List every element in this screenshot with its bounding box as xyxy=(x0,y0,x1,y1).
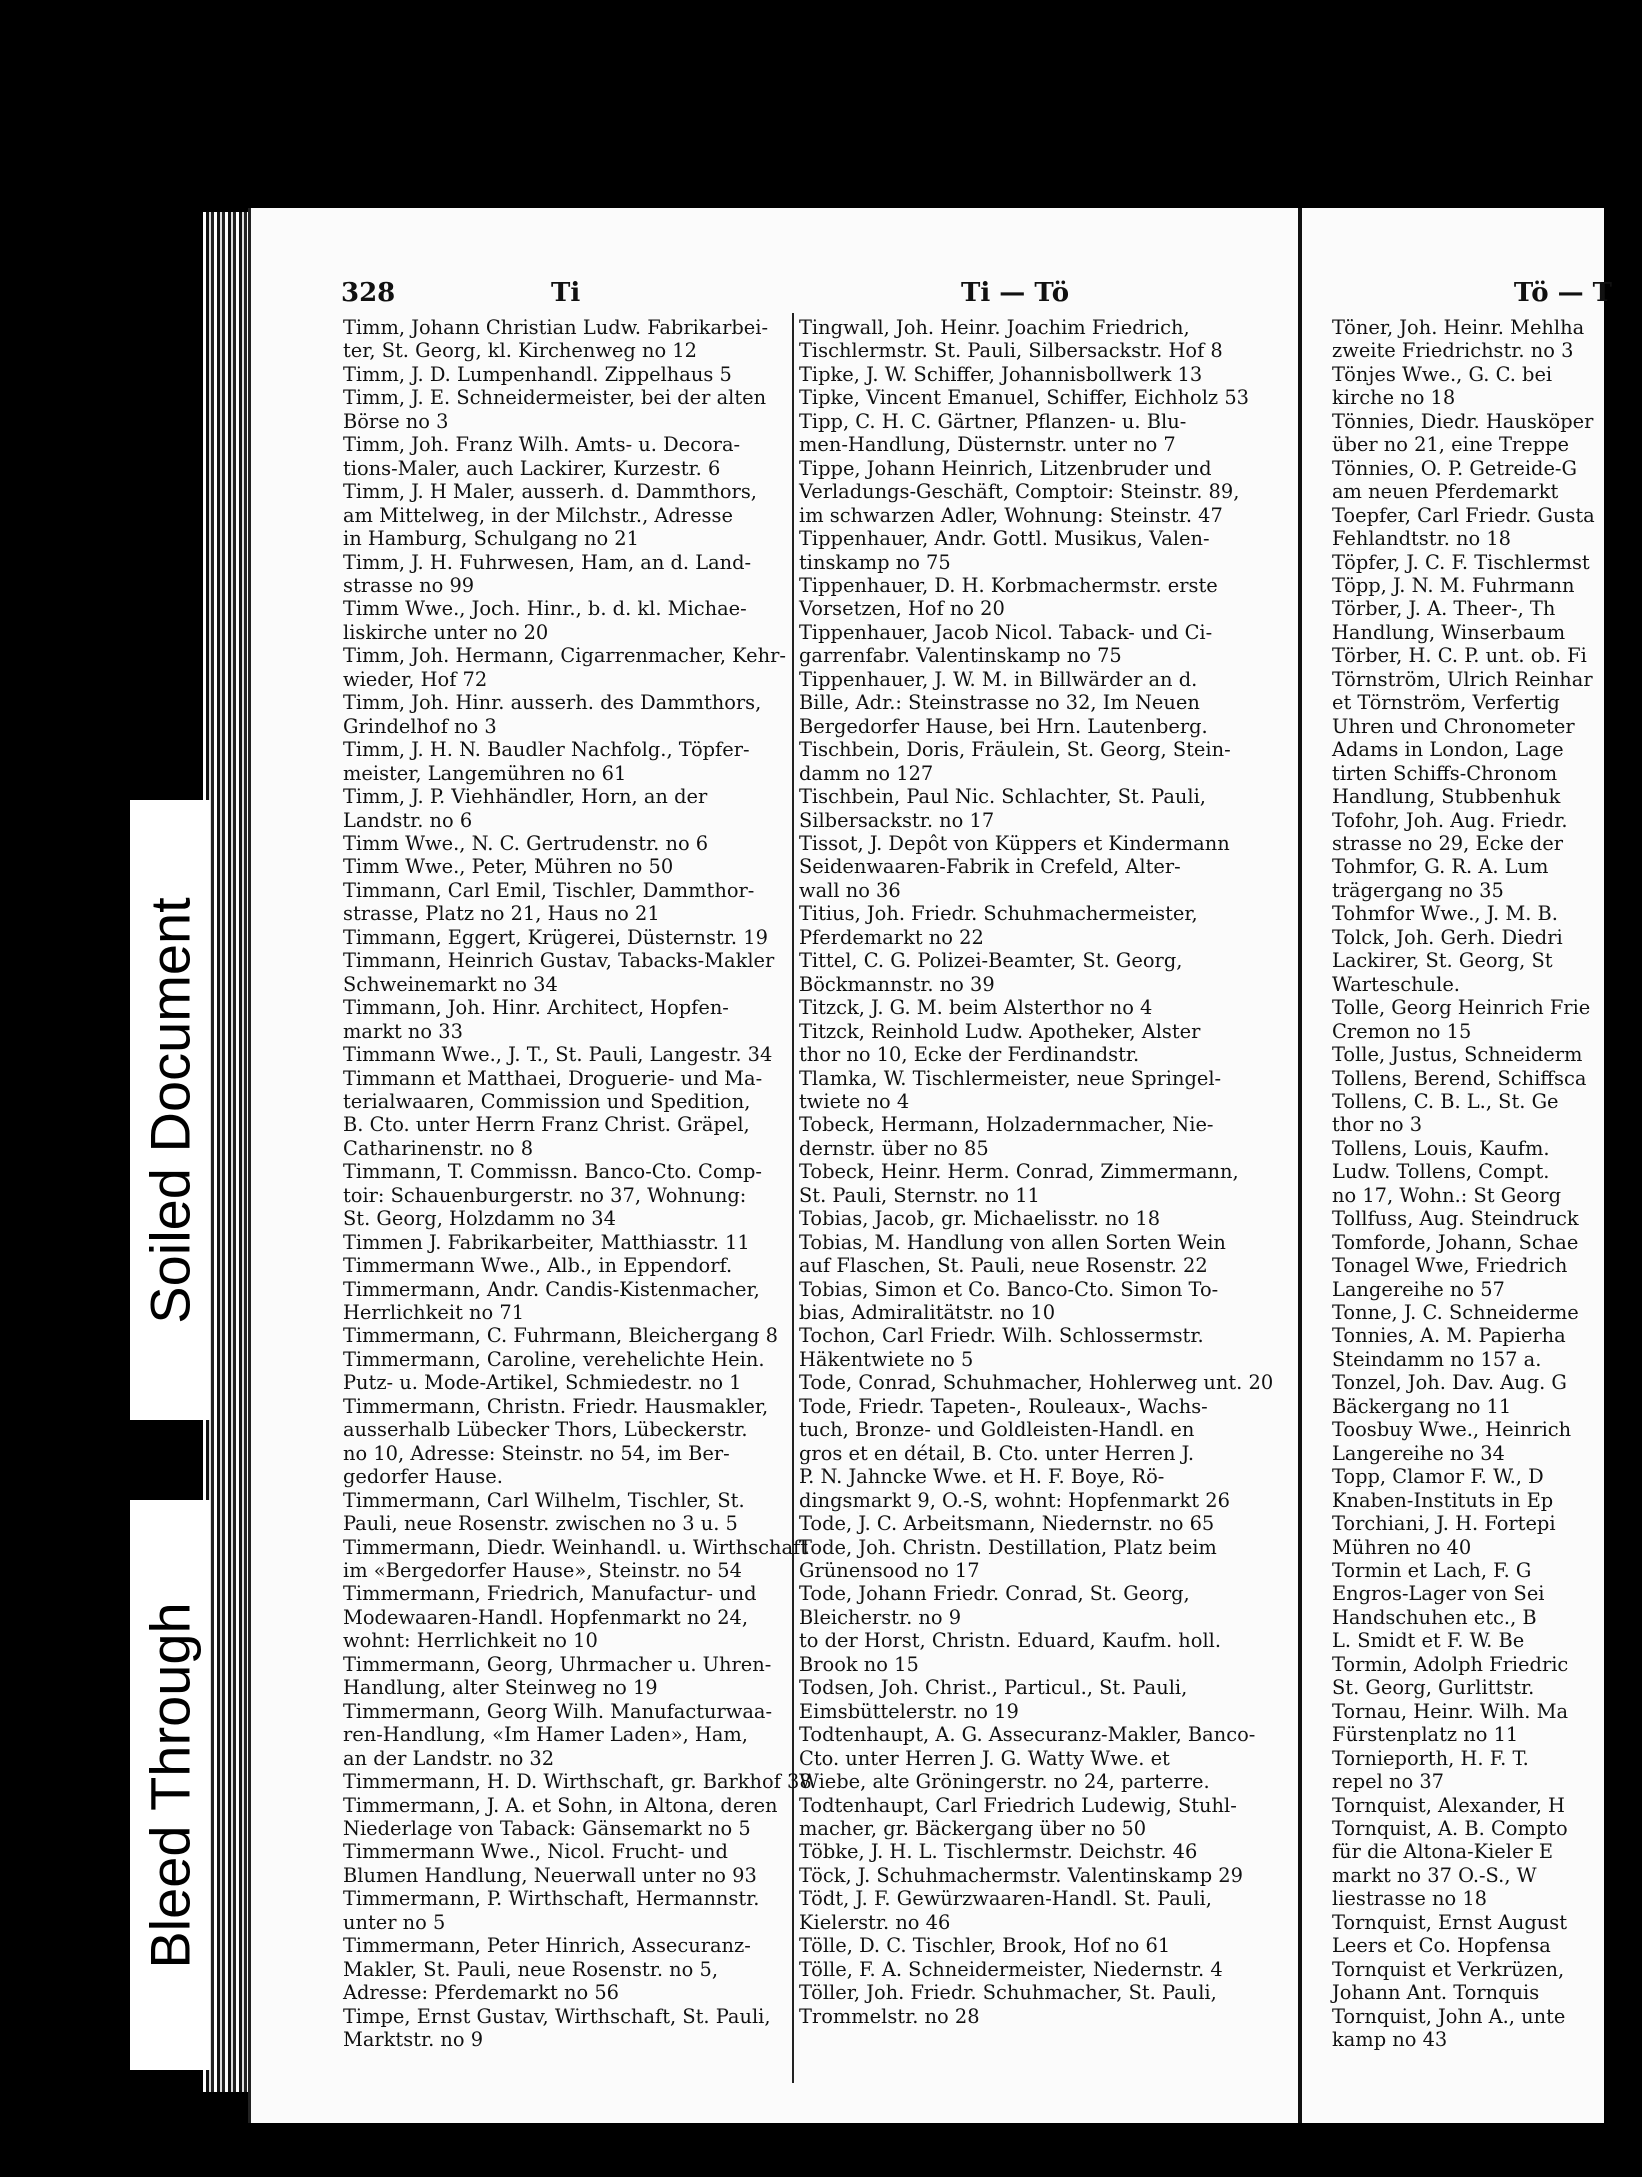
directory-line: Timmann, Joh. Hinr. Architect, Hopfen- xyxy=(343,996,729,1020)
directory-line: Tormin et Lach, F. G xyxy=(1332,1559,1532,1583)
directory-line: Handschuhen etc., B xyxy=(1332,1605,1537,1629)
directory-line: Tornquist, Ernst August xyxy=(1332,1910,1567,1934)
soiled-document-label xyxy=(130,800,210,1420)
directory-line: Blumen Handlung, Neuerwall unter no 93 xyxy=(343,1863,757,1887)
directory-line: Timmermann, Friedrich, Manufactur- und xyxy=(343,1582,757,1606)
directory-line: Mühren no 40 xyxy=(1332,1535,1472,1559)
directory-line: Timmermann, Andr. Candis-Kistenmacher, xyxy=(343,1277,760,1301)
directory-line: B. Cto. unter Herrn Franz Christ. Gräpel, xyxy=(343,1113,750,1137)
book-edge xyxy=(203,212,251,2092)
directory-line: Timm Wwe., Peter, Mühren no 50 xyxy=(343,855,674,879)
directory-line: gedorfer Hause. xyxy=(343,1465,503,1489)
directory-line: im «Bergedorfer Hause», Steinstr. no 54 xyxy=(343,1559,742,1583)
directory-line: Tittel, C. G. Polizei-Beamter, St. Georg, xyxy=(799,949,1183,973)
directory-line: Tohmfor Wwe., J. M. B. xyxy=(1332,902,1558,926)
directory-line: Putz- u. Mode-Artikel, Schmiedestr. no 1 xyxy=(343,1371,742,1395)
directory-line: Tippe, Johann Heinrich, Litzenbruder und xyxy=(799,456,1212,480)
directory-line: Makler, St. Pauli, neue Rosenstr. no 5, xyxy=(343,1957,718,1981)
directory-line: Grindelhof no 3 xyxy=(343,714,497,738)
directory-line: Börse no 3 xyxy=(343,409,449,433)
directory-line: kirche no 18 xyxy=(1332,386,1456,410)
directory-line: St. Pauli, Sternstr. no 11 xyxy=(799,1183,1040,1207)
directory-line: Catharinenstr. no 8 xyxy=(343,1136,534,1160)
directory-line: Herrlichkeit no 71 xyxy=(343,1301,525,1325)
directory-line: Tippenhauer, J. W. M. in Billwärder an d. xyxy=(799,667,1198,691)
directory-line: Todtenhaupt, A. G. Assecuranz-Makler, Banco- xyxy=(799,1723,1256,1747)
directory-line: Bergedorfer Hause, bei Hrn. Lautenberg. xyxy=(799,714,1208,738)
directory-line: wohnt: Herrlichkeit no 10 xyxy=(343,1629,598,1653)
next-page-running-head: Tö — T xyxy=(1513,278,1612,308)
directory-line: thor no 3 xyxy=(1332,1113,1423,1137)
directory-line: Timmermann, Caroline, verehelichte Hein. xyxy=(343,1347,765,1371)
directory-line: liestrasse no 18 xyxy=(1332,1887,1487,1911)
directory-line: Tödt, J. F. Gewürzwaaren-Handl. St. Pauli, xyxy=(799,1887,1212,1911)
directory-line: Tollens, Louis, Kaufm. xyxy=(1332,1136,1550,1160)
directory-line: Grünensood no 17 xyxy=(799,1559,980,1583)
directory-line: garrenfabr. Valentinskamp no 75 xyxy=(799,644,1122,668)
directory-line: Timmermann, Georg, Uhrmacher u. Uhren- xyxy=(343,1652,772,1676)
directory-line: Timmann Wwe., J. T., St. Pauli, Langestr. 34 xyxy=(343,1043,773,1067)
directory-line: meister, Langemühren no 61 xyxy=(343,761,627,785)
directory-line: Tormin, Adolph Friedric xyxy=(1332,1652,1569,1676)
directory-line: no 17, Wohn.: St Georg xyxy=(1332,1183,1562,1207)
directory-line: Tölle, F. A. Schneidermeister, Niedernstr. 4 xyxy=(799,1957,1223,1981)
directory-line: über no 21, eine Treppe xyxy=(1332,433,1569,457)
directory-line: Eimsbüttelerstr. no 19 xyxy=(799,1699,1019,1723)
directory-line: Törber, J. A. Theer-, Th xyxy=(1332,597,1556,621)
directory-line: Tobeck, Hermann, Holzadernmacher, Nie- xyxy=(799,1113,1214,1137)
directory-line: am Mittelweg, in der Milchstr., Adresse xyxy=(343,503,733,527)
directory-line: Tode, J. C. Arbeitsmann, Niedernstr. no 65 xyxy=(799,1512,1215,1536)
directory-line: Timm, J. H Maler, ausserh. d. Dammthors, xyxy=(343,480,757,504)
directory-line: Tischbein, Paul Nic. Schlachter, St. Pauli, xyxy=(799,785,1206,809)
directory-line: gros et en détail, B. Cto. unter Herren J. xyxy=(799,1441,1195,1465)
directory-line: Tobias, M. Handlung von allen Sorten Wein xyxy=(799,1230,1226,1254)
directory-line: Topp, Clamor F. W., D xyxy=(1332,1465,1544,1489)
directory-line: P. N. Jahncke Wwe. et H. F. Boye, Rö- xyxy=(799,1465,1165,1489)
directory-line: Tonagel Wwe, Friedrich xyxy=(1332,1254,1568,1278)
directory-line: Warteschule. xyxy=(1332,972,1460,996)
directory-line: dingsmarkt 9, O.-S, wohnt: Hopfenmarkt 26 xyxy=(799,1488,1230,1512)
directory-line: Tode, Johann Friedr. Conrad, St. Georg, xyxy=(799,1582,1190,1606)
directory-line: Timmermann, Georg Wilh. Manufacturwaa- xyxy=(343,1699,773,1723)
directory-line: Tollens, Berend, Schiffsca xyxy=(1332,1066,1587,1090)
directory-line: tions-Maler, auch Lackirer, Kurzestr. 6 xyxy=(343,456,721,480)
directory-line: no 10, Adresse: Steinstr. no 54, im Ber- xyxy=(343,1441,730,1465)
directory-line: macher, gr. Bäckergang über no 50 xyxy=(799,1817,1147,1840)
directory-line: Timm, J. D. Lumpenhandl. Zippelhaus 5 xyxy=(343,362,732,386)
directory-line: Adams in London, Lage xyxy=(1332,738,1564,762)
directory-line: im schwarzen Adler, Wohnung: Steinstr. 47 xyxy=(799,503,1223,527)
right-column xyxy=(1332,316,1642,2052)
directory-line: Tlamka, W. Tischlermeister, neue Springel- xyxy=(799,1066,1222,1090)
directory-line: strasse no 29, Ecke der xyxy=(1332,831,1564,855)
running-head-left: Ti xyxy=(551,278,581,308)
directory-line: repel no 37 xyxy=(1332,1770,1444,1794)
directory-line: Timm, Joh. Franz Wilh. Amts- u. Decora- xyxy=(343,433,741,457)
directory-line: tirten Schiffs-Chronom xyxy=(1332,761,1558,785)
directory-line: Wiebe, alte Gröningerstr. no 24, parterre. xyxy=(799,1770,1210,1794)
directory-line: Tornau, Heinr. Wilh. Ma xyxy=(1332,1699,1568,1723)
directory-line: Töck, J. Schuhmachermstr. Valentinskamp 29 xyxy=(799,1863,1243,1887)
directory-line: Töller, Joh. Friedr. Schuhmacher, St. Pauli, xyxy=(799,1981,1217,2005)
directory-line: Tölle, D. C. Tischler, Brook, Hof no 61 xyxy=(799,1934,1171,1958)
directory-line: kamp no 43 xyxy=(1332,2028,1448,2052)
directory-line: Cremon no 15 xyxy=(1332,1019,1472,1043)
directory-line: Verladungs-Geschäft, Comptoir: Steinstr. 89, xyxy=(799,480,1240,504)
directory-line: Tobias, Simon et Co. Banco-Cto. Simon To- xyxy=(799,1277,1219,1301)
directory-line: Toepfer, Carl Friedr. Gusta xyxy=(1332,503,1595,527)
directory-line: Tornquist et Verkrüzen, xyxy=(1332,1957,1565,1981)
running-head-right: Ti — Tö xyxy=(961,278,1070,308)
directory-line: Tippenhauer, Jacob Nicol. Taback- und Ci- xyxy=(799,620,1213,644)
directory-line: Timmermann, C. Fuhrmann, Bleichergang 8 xyxy=(343,1324,778,1348)
directory-line: Vorsetzen, Hof no 20 xyxy=(799,597,1005,621)
directory-line: Handlung, alter Steinweg no 19 xyxy=(343,1676,658,1700)
bleed-through-text: Bleed Through xyxy=(138,1601,202,1969)
directory-line: Töpfer, J. C. F. Tischlermst xyxy=(1332,550,1590,574)
directory-line: toir: Schauenburgerstr. no 37, Wohnung: xyxy=(343,1183,747,1207)
directory-line: Timpe, Ernst Gustav, Wirthschaft, St. Pauli, xyxy=(343,2004,771,2028)
directory-line: Bäckergang no 11 xyxy=(1332,1394,1512,1418)
directory-line: Pferdemarkt no 22 xyxy=(799,925,984,949)
left-page xyxy=(248,208,1317,2123)
directory-line: Timm, J. H. N. Baudler Nachfolg., Töpfer- xyxy=(343,738,750,762)
directory-line: Niederlage von Taback: Gänsemarkt no 5 xyxy=(343,1817,751,1840)
directory-line: Timm, Johann Christian Ludw. Fabrikarbei- xyxy=(343,316,769,339)
directory-line: Knaben-Instituts in Ep xyxy=(1332,1488,1554,1512)
directory-line: L. Smidt et F. W. Be xyxy=(1332,1629,1525,1653)
directory-line: Leers et Co. Hopfensa xyxy=(1332,1934,1551,1958)
directory-line: Timmen J. Fabrikarbeiter, Matthiasstr. 11 xyxy=(343,1230,750,1254)
directory-line: wieder, Hof 72 xyxy=(343,667,488,691)
directory-line: Lackirer, St. Georg, St xyxy=(1332,949,1553,973)
directory-line: dernstr. über no 85 xyxy=(799,1136,989,1160)
directory-line: Tochon, Carl Friedr. Wilh. Schlossermstr. xyxy=(799,1324,1204,1348)
page-number: 328 xyxy=(341,278,396,308)
directory-line: Tonne, J. C. Schneiderme xyxy=(1332,1301,1579,1325)
directory-line: Timm, J. E. Schneidermeister, bei der alten xyxy=(343,386,767,410)
directory-line: Tingwall, Joh. Heinr. Joachim Friedrich, xyxy=(799,316,1190,339)
soiled-document-text: Soiled Document xyxy=(138,896,202,1324)
directory-line: Trommelstr. no 28 xyxy=(799,2004,980,2028)
directory-line: thor no 10, Ecke der Ferdinandstr. xyxy=(799,1043,1140,1067)
bleed-through-label xyxy=(130,1500,210,2070)
directory-line: Timm, J. P. Viehhändler, Horn, an der xyxy=(343,785,708,809)
directory-line: Timm, Joh. Hermann, Cigarrenmacher, Kehr- xyxy=(343,644,786,668)
directory-line: Tollens, C. B. L., St. Ge xyxy=(1332,1089,1559,1113)
directory-line: Timmermann, J. A. et Sohn, in Altona, deren xyxy=(343,1793,778,1817)
directory-line: Tönnies, O. P. Getreide-G xyxy=(1332,456,1577,480)
directory-line: Timmermann, H. D. Wirthschaft, gr. Barkhof 38 xyxy=(343,1770,812,1794)
directory-line: Tode, Friedr. Tapeten-, Rouleaux-, Wachs- xyxy=(799,1394,1208,1418)
directory-line: damm no 127 xyxy=(799,761,934,785)
directory-line: bias, Admiralitätstr. no 10 xyxy=(799,1301,1056,1325)
directory-line: Tobias, Jacob, gr. Michaelisstr. no 18 xyxy=(799,1207,1161,1231)
directory-line: wall no 36 xyxy=(799,878,901,902)
directory-line: Timmann, Eggert, Krügerei, Düsternstr. 19 xyxy=(343,925,768,949)
directory-line: für die Altona-Kieler E xyxy=(1332,1840,1554,1864)
directory-line: am neuen Pferdemarkt xyxy=(1332,480,1559,504)
directory-line: Tippenhauer, D. H. Korbmachermstr. erste xyxy=(799,573,1218,597)
directory-line: Titzck, Reinhold Ludw. Apotheker, Alster xyxy=(799,1019,1201,1043)
directory-line: Timm, Joh. Hinr. ausserh. des Dammthors, xyxy=(343,691,762,715)
directory-line: strasse no 99 xyxy=(343,573,475,597)
directory-line: in Hamburg, Schulgang no 21 xyxy=(343,527,639,551)
directory-line: Tippenhauer, Andr. Gottl. Musikus, Valen- xyxy=(799,527,1210,551)
directory-line: Timmann, Carl Emil, Tischler, Dammthor- xyxy=(343,878,755,902)
directory-line: Seidenwaaren-Fabrik in Crefeld, Alter- xyxy=(799,855,1181,879)
directory-line: Toosbuy Wwe., Heinrich xyxy=(1332,1418,1572,1442)
directory-line: Timmann et Matthaei, Droguerie- und Ma- xyxy=(343,1066,763,1090)
directory-line: Timmermann, Peter Hinrich, Assecuranz- xyxy=(343,1934,751,1958)
directory-line: Töbke, J. H. L. Tischlermstr. Deichstr. 46 xyxy=(799,1840,1198,1864)
directory-line: Tornquist, A. B. Compto xyxy=(1332,1817,1568,1840)
directory-line: Törnström, Ulrich Reinhar xyxy=(1332,667,1593,691)
directory-line: Todsen, Joh. Christ., Particul., St. Pauli, xyxy=(799,1676,1188,1700)
directory-line: Landstr. no 6 xyxy=(343,808,473,832)
directory-line: Tornquist, John A., unte xyxy=(1332,2004,1566,2028)
directory-line: Modewaaren-Handl. Hopfenmarkt no 24, xyxy=(343,1605,749,1629)
directory-line: Böckmannstr. no 39 xyxy=(799,972,995,996)
directory-line: Uhren und Chronometer xyxy=(1332,714,1575,738)
directory-line: twiete no 4 xyxy=(799,1089,910,1113)
directory-line: Töner, Joh. Heinr. Mehlha xyxy=(1332,316,1585,339)
directory-line: Timmann, T. Commissn. Banco-Cto. Comp- xyxy=(343,1160,762,1184)
directory-line: auf Flaschen, St. Pauli, neue Rosenstr. 22 xyxy=(799,1254,1208,1278)
directory-line: Timmermann, P. Wirthschaft, Hermannstr. xyxy=(343,1887,760,1911)
directory-line: Titzck, J. G. M. beim Alsterthor no 4 xyxy=(799,996,1153,1020)
directory-line: ren-Handlung, «Im Hamer Laden», Ham, xyxy=(343,1723,748,1747)
directory-line: strasse, Platz no 21, Haus no 21 xyxy=(343,902,660,926)
directory-line: Tipke, J. W. Schiffer, Johannisbollwerk 13 xyxy=(799,362,1203,386)
directory-line: Tolle, Justus, Schneiderm xyxy=(1332,1043,1583,1067)
directory-line: Handlung, Stubbenhuk xyxy=(1332,785,1561,809)
directory-line: ter, St. Georg, kl. Kirchenweg no 12 xyxy=(343,339,697,363)
directory-line: to der Horst, Christn. Eduard, Kaufm. holl. xyxy=(799,1629,1222,1653)
directory-line: Fürstenplatz no 11 xyxy=(1332,1723,1519,1747)
directory-line: terialwaaren, Commission und Spedition, xyxy=(343,1089,751,1113)
directory-line: Kielerstr. no 46 xyxy=(799,1910,951,1934)
directory-line: Tissot, J. Depôt von Küppers et Kindermann xyxy=(799,831,1230,855)
directory-line: an der Landstr. no 32 xyxy=(343,1746,555,1770)
directory-line: liskirche unter no 20 xyxy=(343,620,549,644)
directory-line: Bille, Adr.: Steinstrasse no 32, Im Neuen xyxy=(799,691,1200,715)
directory-line: Engros-Lager von Sei xyxy=(1332,1582,1545,1606)
directory-line: Timmermann, Carl Wilhelm, Tischler, St. xyxy=(343,1488,745,1512)
directory-line: Tollfuss, Aug. Steindruck xyxy=(1332,1207,1579,1231)
directory-line: Tönjes Wwe., G. C. bei xyxy=(1332,362,1553,386)
directory-line: Torchiani, J. H. Fortepi xyxy=(1332,1512,1556,1536)
directory-line: Pauli, neue Rosenstr. zwischen no 3 u. 5 xyxy=(343,1512,738,1536)
directory-line: Tobeck, Heinr. Herm. Conrad, Zimmermann, xyxy=(799,1160,1239,1184)
directory-line: et Törnström, Verfertig xyxy=(1332,691,1560,715)
directory-line: Tönnies, Diedr. Hausköper xyxy=(1332,409,1594,433)
directory-line: Langereihe no 34 xyxy=(1332,1441,1505,1465)
directory-line: ausserhalb Lübecker Thors, Lübeckerstr. xyxy=(343,1418,748,1442)
directory-line: Töpp, J. N. M. Fuhrmann xyxy=(1332,573,1575,597)
directory-line: Tolle, Georg Heinrich Frie xyxy=(1332,996,1591,1020)
directory-line: Brook no 15 xyxy=(799,1652,919,1676)
directory-line: St. Georg, Gurlittstr. xyxy=(1332,1676,1535,1700)
directory-line: Langereihe no 57 xyxy=(1332,1277,1505,1301)
directory-line: Schweinemarkt no 34 xyxy=(343,972,558,996)
directory-line: Tohmfor, G. R. A. Lum xyxy=(1332,855,1549,879)
directory-line: Timm Wwe., Joch. Hinr., b. d. kl. Michae- xyxy=(343,597,747,621)
directory-line: Bleicherstr. no 9 xyxy=(799,1605,962,1629)
directory-line: Tornquist, Alexander, H xyxy=(1332,1793,1565,1817)
directory-line: zweite Friedrichstr. no 3 xyxy=(1332,339,1574,363)
directory-line: Timmermann Wwe., Alb., in Eppendorf. xyxy=(343,1254,733,1278)
directory-line: tuch, Bronze- und Goldleisten-Handl. en xyxy=(799,1418,1195,1442)
directory-line: Tonzel, Joh. Dav. Aug. G xyxy=(1332,1371,1567,1395)
directory-line: Törber, H. C. P. unt. ob. Fi xyxy=(1332,644,1587,668)
directory-line: Marktstr. no 9 xyxy=(343,2028,484,2052)
directory-line: unter no 5 xyxy=(343,1910,446,1934)
directory-line: markt no 37 O.-S., W xyxy=(1332,1863,1537,1887)
directory-line: Tode, Conrad, Schuhmacher, Hohlerweg unt. 20 xyxy=(799,1371,1274,1395)
directory-line: Tornieporth, H. F. T. xyxy=(1332,1746,1529,1770)
directory-line: Johann Ant. Tornquis xyxy=(1332,1981,1540,2005)
directory-line: Tischbein, Doris, Fräulein, St. Georg, Stein- xyxy=(799,738,1231,762)
directory-line: Häkentwiete no 5 xyxy=(799,1347,974,1371)
directory-line: Tolck, Joh. Gerh. Diedri xyxy=(1332,925,1563,949)
directory-line: Titius, Joh. Friedr. Schuhmachermeister, xyxy=(799,902,1198,926)
directory-line: Timmermann Wwe., Nicol. Frucht- und xyxy=(343,1840,728,1864)
directory-line: trägergang no 35 xyxy=(1332,878,1504,902)
directory-line: Tipp, C. H. C. Gärtner, Pflanzen- u. Blu- xyxy=(799,409,1187,433)
directory-line: Fehlandtstr. no 18 xyxy=(1332,527,1512,551)
directory-line: Handlung, Winserbaum xyxy=(1332,620,1566,644)
directory-line: markt no 33 xyxy=(343,1019,463,1043)
directory-line: Adresse: Pferdemarkt no 56 xyxy=(343,1981,620,2005)
directory-line: Tipke, Vincent Emanuel, Schiffer, Eichholz 53 xyxy=(799,386,1249,410)
directory-line: Silbersackstr. no 17 xyxy=(799,808,995,832)
directory-line: Timmermann, Christn. Friedr. Hausmakler, xyxy=(343,1394,769,1418)
directory-line: Tofohr, Joh. Aug. Friedr. xyxy=(1332,808,1568,832)
directory-line: men-Handlung, Düsternstr. unter no 7 xyxy=(799,433,1176,457)
right-page xyxy=(1298,208,1612,2123)
directory-line: Timmermann, Diedr. Weinhandl. u. Wirthschaft xyxy=(343,1535,808,1559)
directory-line: Ludw. Tollens, Compt. xyxy=(1332,1160,1550,1184)
directory-line: St. Georg, Holzdamm no 34 xyxy=(343,1207,616,1231)
directory-line: Cto. unter Herren J. G. Watty Wwe. et xyxy=(799,1746,1170,1770)
directory-line: Todtenhaupt, Carl Friedrich Ludewig, Stuhl- xyxy=(799,1793,1237,1817)
directory-line: Timm, J. H. Fuhrwesen, Ham, an d. Land- xyxy=(343,550,752,574)
directory-line: Tischlermstr. St. Pauli, Silbersackstr. Hof 8 xyxy=(799,339,1223,363)
directory-line: Steindamm no 157 a. xyxy=(1332,1347,1542,1371)
directory-line: Tomforde, Johann, Schae xyxy=(1332,1230,1579,1254)
directory-line: Tode, Joh. Christn. Destillation, Platz beim xyxy=(799,1535,1217,1559)
directory-line: Timmann, Heinrich Gustav, Tabacks-Makler xyxy=(343,949,775,973)
directory-line: tinskamp no 75 xyxy=(799,550,951,574)
directory-line: Timm Wwe., N. C. Gertrudenstr. no 6 xyxy=(343,831,709,855)
directory-line: Tonnies, A. M. Papierha xyxy=(1332,1324,1566,1348)
